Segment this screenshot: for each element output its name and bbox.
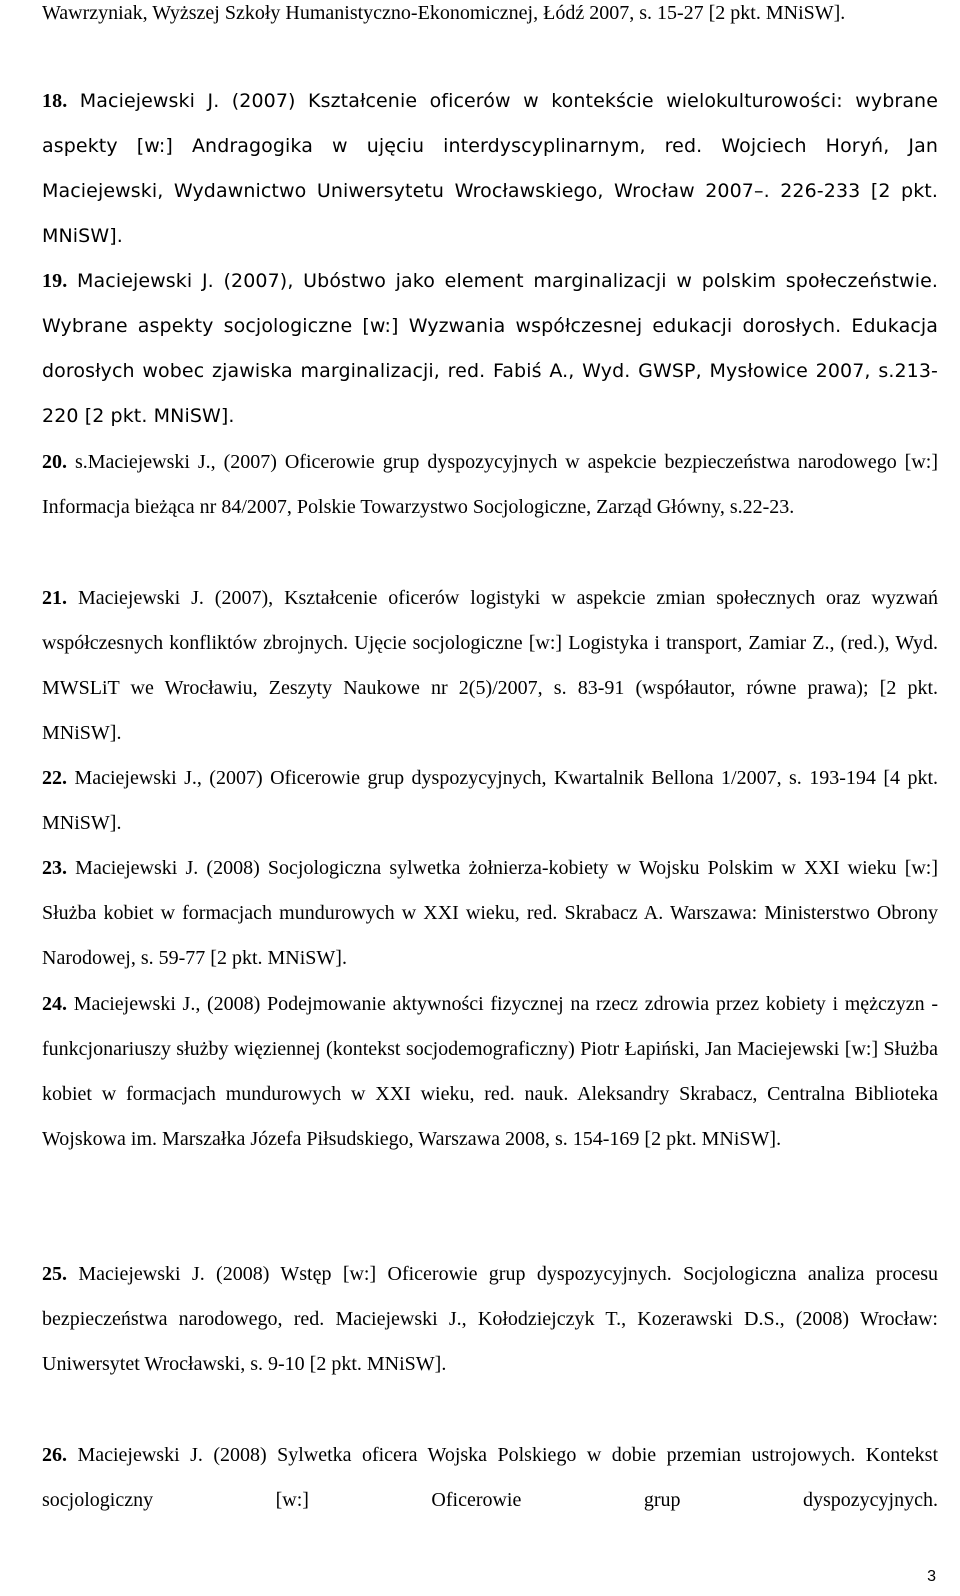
entry-number: 25. <box>42 1263 67 1285</box>
bibliography-entry-22 <box>42 756 938 846</box>
bibliography-entry-26 <box>42 1433 938 1523</box>
entry-number: 26. <box>42 1444 67 1466</box>
entry-text: Maciejewski J. (2007), Ubóstwo jako element marginalizacji w polskim społeczeństwie. Wybrane aspekty socjologiczne [w:] Wyzwania współczesnej edukacji dorosłych. Edukacja dorosłych wobec zjawiska marginalizacji, red. Fabiś A., Wyd. GWSP, Mysłowice 2007, s.213-220 [2 pkt. MNiSW]. <box>42 270 939 427</box>
bibliography-entry-23 <box>42 846 938 981</box>
entry-number: 20. <box>42 451 67 473</box>
bibliography-entry-21 <box>42 576 938 756</box>
bibliography-entry-25 <box>42 1252 938 1387</box>
bibliography-entry-24 <box>42 982 938 1162</box>
entry-text: Maciejewski J. (2007) Kształcenie oficerów w kontekście wielokulturowości: wybrane aspekty [w:] Andragogika w ujęciu interdyscyplinarnym, red. Wojciech Horyń, Jan Maciejewski, Wydawnictwo Uniwersytetu Wrocławskiego, Wrocław 2007–. 226-233 [2 pkt. MNiSW]. <box>42 90 938 247</box>
entry-text: Maciejewski J. (2008) Sylwetka oficera Wojska Polskiego w dobie przemian ustrojowych. Kontekst socjologiczny [w:] Oficerowie grup dyspozycyjnych. <box>42 1444 939 1511</box>
entry-number: 24. <box>42 993 67 1015</box>
entry-number: 19. <box>42 270 68 292</box>
bibliography-entry-continued <box>42 0 938 36</box>
entry-number: 22. <box>42 767 67 789</box>
entry-text: Maciejewski J. (2008) Socjologiczna sylwetka żołnierza-kobiety w Wojsku Polskim w XXI wieku [w:] Służba kobiet w formacjach mundurowych w XXI wieku, red. Skrabacz A. Warszawa: Ministerstwo Obrony Narodowej, s. 59-77 [2 pkt. MNiSW]. <box>42 857 939 969</box>
entry-text: Wawrzyniak, Wyższej Szkoły Humanistyczno-Ekonomicznej, Łódź 2007, s. 15-27 [2 pkt. MNiSW]. <box>42 2 846 24</box>
entry-text: s.Maciejewski J., (2007) Oficerowie grup dyspozycyjnych w aspekcie bezpieczeństwa narodowego [w:] Informacja bieżąca nr 84/2007, Polskie Towarzystwo Socjologiczne, Zarząd Główny, s.22-23. <box>42 451 939 518</box>
entry-text: Maciejewski J. (2008) Wstęp [w:] Oficerowie grup dyspozycyjnych. Socjologiczna analiza procesu bezpieczeństwa narodowego, red. Maciejewski J., Kołodziejczyk T., Kozerawski D.S., (2008) Wrocław: Uniwersytet Wrocławski, s. 9-10 [2 pkt. MNiSW]. <box>42 1263 938 1375</box>
entry-text: Maciejewski J., (2008) Podejmowanie aktywności fizycznej na rzecz zdrowia przez kobiety i mężczyzn - funkcjonariuszy służby więziennej (kontekst socjodemograficzny) Piotr Łapiński, Jan Maciejewski [w:] Służba kobiet w formacjach mundurowych w XXI wieku, red. nauk. Aleksandry Skrabacz, Centralna Biblioteka Wojskowa im. Marszałka Józefa Piłsudskiego, Warszawa 2008, s. 154-169 [2 pkt. MNiSW]. <box>42 993 938 1150</box>
page-number: 3 <box>927 1568 936 1585</box>
bibliography-entry-18 <box>42 79 938 259</box>
entry-text: Maciejewski J., (2007) Oficerowie grup dyspozycyjnych, Kwartalnik Bellona 1/2007, s. 193-194 [4 pkt. MNiSW]. <box>42 767 938 834</box>
bibliography-entry-20 <box>42 440 938 530</box>
entry-text: Maciejewski J. (2007), Kształcenie oficerów logistyki w aspekcie zmian społecznych oraz wyzwań współczesnych konfliktów zbrojnych. Ujęcie socjologiczne [w:] Logistyka i transport, Zamiar Z., (red.), Wyd. MWSLiT we Wrocławiu, Zeszyty Naukowe nr 2(5)/2007, s. 83-91 (współautor, równe prawa); [2 pkt. MNiSW]. <box>42 587 939 744</box>
bibliography-entry-19 <box>42 259 938 439</box>
entry-number: 23. <box>42 857 67 879</box>
entry-number: 18. <box>42 90 68 112</box>
entry-number: 21. <box>42 587 67 609</box>
